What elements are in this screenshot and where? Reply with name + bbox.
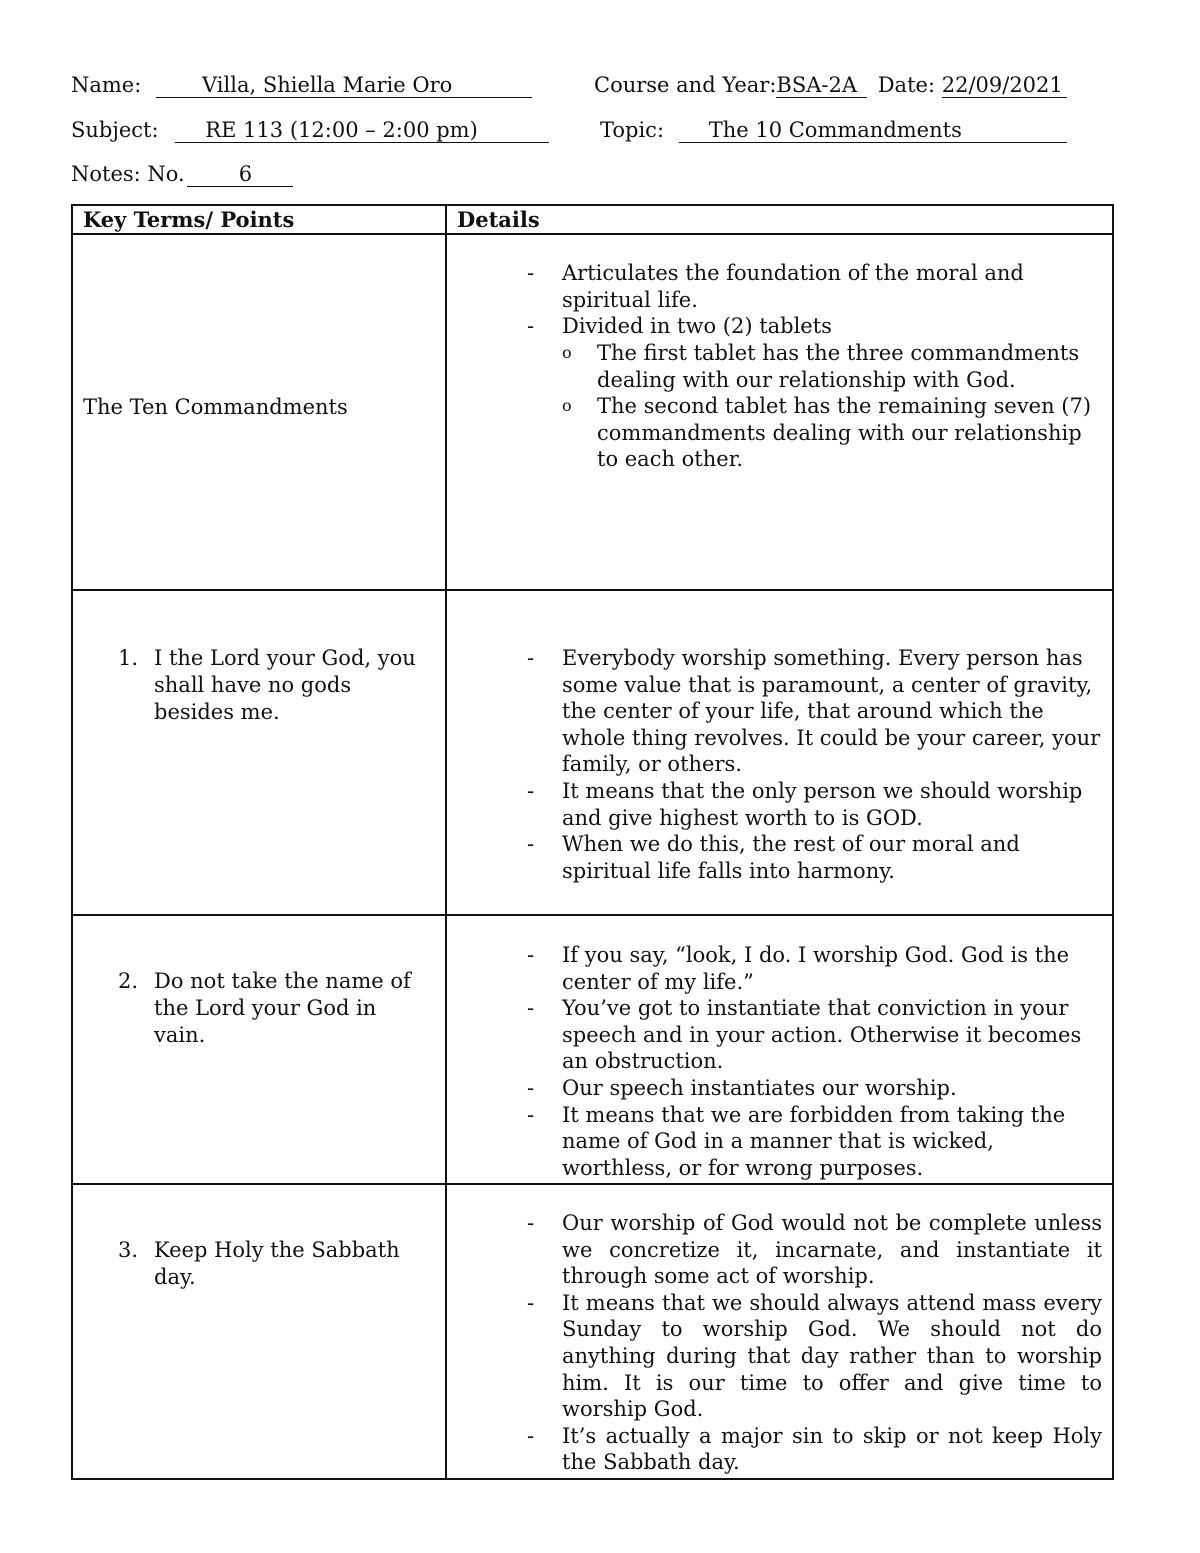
notes-value <box>187 163 293 187</box>
list-item <box>527 1423 1102 1476</box>
key-cell <box>72 915 446 1184</box>
dash-bullet: - <box>527 261 535 285</box>
list-item <box>527 942 1102 995</box>
key-cell <box>72 234 446 590</box>
dash-bullet: - <box>527 943 535 967</box>
topic-label: Topic: <box>600 118 665 142</box>
topic-value <box>679 119 1067 143</box>
key-term <box>118 968 418 1049</box>
details-list <box>527 260 1102 340</box>
list-item <box>527 778 1102 831</box>
list-item-text: It means that we are forbidden from taking the name of God in a manner that is wicked, worthless, or for wrong purposes. <box>562 1102 1066 1180</box>
circle-bullet: o <box>562 343 572 362</box>
list-item <box>527 995 1102 1075</box>
sub-list-item <box>527 340 1102 393</box>
dash-bullet: - <box>527 1075 535 1100</box>
table-row <box>72 915 1113 1184</box>
key-cell <box>72 1184 446 1479</box>
date-label: Date: <box>877 73 936 97</box>
commandment-number: 3. <box>118 1238 139 1262</box>
list-item <box>527 1210 1102 1290</box>
date-value <box>942 74 1067 98</box>
name-label: Name: <box>71 73 142 97</box>
course-value <box>776 74 867 98</box>
table-row <box>72 590 1113 915</box>
details-cell <box>446 234 1113 590</box>
list-item-text: Divided in two (2) tablets <box>562 314 832 339</box>
list-item <box>527 645 1102 778</box>
date-value-text: 22/09/2021 <box>941 73 1063 97</box>
key-term <box>118 645 418 726</box>
list-item-text: If you say, “look, I do. I worship God. God is the center of my life.” <box>562 943 1070 994</box>
commandment-number: 1. <box>118 646 139 670</box>
sub-item-text: The first tablet has the three commandments dealing with our relationship with God. <box>597 341 1080 392</box>
notes-table <box>71 204 1114 1480</box>
key-cell <box>72 590 446 915</box>
list-item-text: Everybody worship something. Every person has some value that is paramount, a center of gravity, the center of your life, that around which the whole thing revolves. It could be your career, your family, or others. <box>562 646 1101 777</box>
dash-bullet: - <box>527 1290 535 1315</box>
details-cell <box>446 915 1113 1184</box>
table-row <box>72 1184 1113 1479</box>
list-item <box>527 831 1102 884</box>
list-item <box>527 313 1102 340</box>
details-cell <box>446 1184 1113 1479</box>
list-item-text: Our worship of God would not be complete unless we concretize it, incarnate, and instantiate it through some act of worship. <box>562 1211 1102 1289</box>
list-item-text: It means that the only person we should worship and give highest worth to is GOD. <box>562 778 1083 830</box>
topic-line <box>600 117 1067 143</box>
dash-bullet: - <box>527 1102 535 1127</box>
name-value <box>156 74 532 98</box>
list-item-text: Our speech instantiates our worship. <box>562 1075 957 1100</box>
course-line <box>594 72 1067 98</box>
circle-bullet: o <box>562 396 572 416</box>
list-item <box>527 1075 1102 1102</box>
details-list <box>527 645 1102 884</box>
subject-value-text: RE 113 (12:00 – 2:00 pm) <box>205 118 478 142</box>
sub-item-text: The second tablet has the remaining seven (7) commandments dealing with our relationship to each other. <box>597 394 1092 472</box>
list-item-text: It means that we should always attend mass every Sunday to worship God. We should not do anything during that day rather than to worship him. It is our time to offer and give time to worship God. <box>562 1290 1102 1422</box>
list-item-text: Articulates the foundation of the moral and spiritual life. <box>562 261 1024 312</box>
subject-value <box>175 119 549 143</box>
name-line <box>71 72 532 98</box>
list-item-text: When we do this, the rest of our moral and spiritual life falls into harmony. <box>562 832 1020 883</box>
notes-line <box>71 161 293 187</box>
details-header: Details <box>446 205 1113 234</box>
dash-bullet: - <box>527 1423 535 1448</box>
dash-bullet: - <box>527 996 535 1021</box>
course-label: Course and Year: <box>594 73 777 97</box>
key-terms-header: Key Terms/ Points <box>72 205 446 234</box>
commandment-text: I the Lord your God, you shall have no gods besides me. <box>154 646 416 724</box>
dash-bullet: - <box>527 314 535 339</box>
commandment-text: Do not take the name of the Lord your God in vain. <box>154 969 411 1047</box>
table-header-row <box>72 205 1113 234</box>
table-row <box>72 234 1113 590</box>
commandment-number: 2. <box>118 969 139 993</box>
details-cell <box>446 590 1113 915</box>
dash-bullet: - <box>527 832 535 857</box>
list-item-text: It’s actually a major sin to skip or not keep Holy the Sabbath day. <box>562 1423 1102 1475</box>
details-list <box>527 1210 1102 1476</box>
topic-value-text: The 10 Commandments <box>708 118 962 142</box>
list-item <box>527 260 1102 313</box>
list-item <box>527 1102 1102 1182</box>
sub-list <box>527 340 1102 473</box>
dash-bullet: - <box>527 1211 535 1235</box>
key-term <box>118 1237 418 1291</box>
details-list <box>527 942 1102 1181</box>
name-value-text: Villa, Shiella Marie Oro <box>202 73 453 97</box>
dash-bullet: - <box>527 778 535 803</box>
subject-label: Subject: <box>71 118 159 142</box>
list-item-text: You’ve got to instantiate that conviction in your speech and in your action. Otherwise it becomes an obstruction. <box>562 996 1082 1074</box>
commandment-text: Keep Holy the Sabbath day. <box>154 1238 400 1289</box>
subject-line <box>71 117 549 143</box>
notes-label: Notes: No. <box>71 162 185 186</box>
dash-bullet: - <box>527 646 535 670</box>
sub-list-item <box>527 393 1102 473</box>
list-item <box>527 1290 1102 1423</box>
key-term: The Ten Commandments <box>83 395 348 419</box>
notes-value-text: 6 <box>238 162 253 186</box>
course-value-text: BSA-2A <box>776 73 858 97</box>
